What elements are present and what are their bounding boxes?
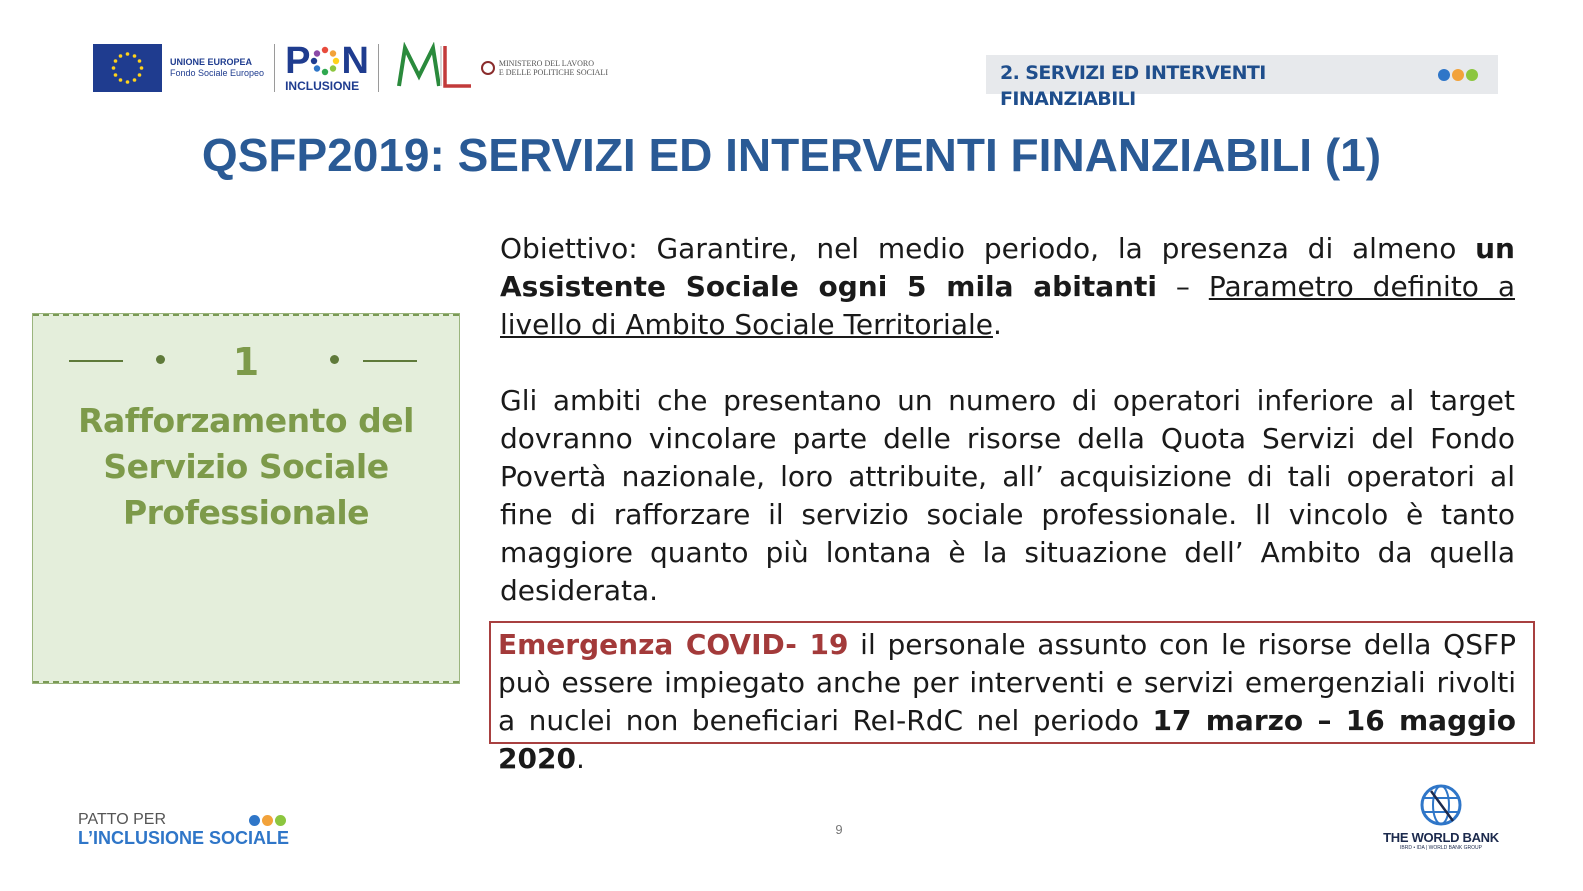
partner-logos xyxy=(93,40,608,93)
measure-title xyxy=(33,398,459,536)
objective-paragraph xyxy=(500,230,1515,344)
eu-logo-line1: UNIONE EUROPEA xyxy=(170,57,253,67)
eu-logo-text xyxy=(170,57,264,79)
dot-green xyxy=(1466,69,1478,81)
globe-icon xyxy=(1419,783,1463,827)
republic-emblem-icon xyxy=(481,61,495,75)
page-number: 9 xyxy=(835,822,843,837)
pon-letter-p: P xyxy=(285,40,310,82)
pon-subtitle: INCLUSIONE xyxy=(285,79,360,93)
world-bank-sub: IBRD • IDA | WORLD BANK GROUP xyxy=(1400,845,1482,851)
page-title: QSFP2019: SERVIZI ED INTERVENTI FINANZIABILI (1) xyxy=(201,129,1382,181)
patto-line2: L’INCLUSIONE SOCIALE xyxy=(78,828,290,848)
logo-divider-2 xyxy=(378,44,379,92)
pon-wordmark xyxy=(285,40,368,82)
dot-blue xyxy=(1438,69,1450,81)
measure-card xyxy=(32,313,460,684)
measure-number-row xyxy=(33,340,459,384)
footer-dot-orange xyxy=(262,815,273,826)
section-tag xyxy=(986,55,1498,110)
footer-dot-blue xyxy=(249,815,260,826)
footer-dot-green xyxy=(275,815,286,826)
right-bullet-icon xyxy=(330,355,339,364)
three-dots-icon xyxy=(1438,69,1478,81)
covid-dates: 17 marzo – 16 maggio 2020 xyxy=(498,704,1517,775)
ministry-line2: E DELLE POLITICHE SOCIALI xyxy=(498,68,608,77)
objective-parameter: Parametro definito a livello di Ambito Sociale Territoriale xyxy=(500,270,1515,341)
ministry-logo xyxy=(481,59,608,77)
world-bank-name: THE WORLD BANK xyxy=(1383,830,1499,845)
constraint-paragraph: Gli ambiti che presentano un numero di operatori inferiore al target dovranno vincolare parte delle risorse della Quota Servizi del Fondo Povertà nazionale, loro attribuite, all’ acquisizione di tali operatori al fine di rafforzare il servizio sociale professionale. Il vincolo è tanto maggiore quanto più lontana è la situazione dell’ Ambito da quella desiderata. xyxy=(500,384,1515,607)
objective-lead: Obiettivo: Garantire, nel medio periodo, la presenza di almeno xyxy=(500,232,1476,265)
pon-letter-n: N xyxy=(341,40,368,82)
covid-paragraph xyxy=(498,626,1516,778)
covid-end: . xyxy=(575,742,585,775)
measure-title-line3: Professionale xyxy=(122,493,370,532)
objective-dash: – xyxy=(1157,270,1209,303)
footer-dots-icon xyxy=(249,815,286,826)
objective-end: . xyxy=(992,308,1002,341)
measure-title-line1: Rafforzamento del xyxy=(78,401,414,440)
eu-flag-icon xyxy=(93,44,162,92)
ml-monogram-icon xyxy=(395,42,475,94)
eu-logo-line2: Fondo Sociale Europeo xyxy=(170,68,265,78)
patto-line1: PATTO PER xyxy=(78,811,167,828)
covid-label: Emergenza COVID- 19 xyxy=(498,628,849,661)
measure-title-line2: Servizio Sociale xyxy=(103,447,389,486)
section-tag-label: 2. SERVIZI ED INTERVENTI FINANZIABILI xyxy=(1000,62,1266,110)
covid-text: il personale assunto con le risorse della QSFP può essere impiegato anche per interventi e servizi emergenziali rivolti a nuclei non beneficiari ReI-RdC nel periodo xyxy=(498,628,1516,737)
measure-number: 1 xyxy=(232,340,260,384)
logo-divider xyxy=(274,44,275,92)
world-bank-logo xyxy=(1376,783,1506,851)
objective-bold: un Assistente Sociale ogni 5 mila abitanti xyxy=(500,232,1515,303)
dot-orange xyxy=(1452,69,1464,81)
ministry-line1: MINISTERO DEL LAVORO xyxy=(498,59,594,68)
pon-logo xyxy=(285,40,368,93)
pon-ring-icon xyxy=(310,46,340,76)
right-rule xyxy=(363,360,417,362)
